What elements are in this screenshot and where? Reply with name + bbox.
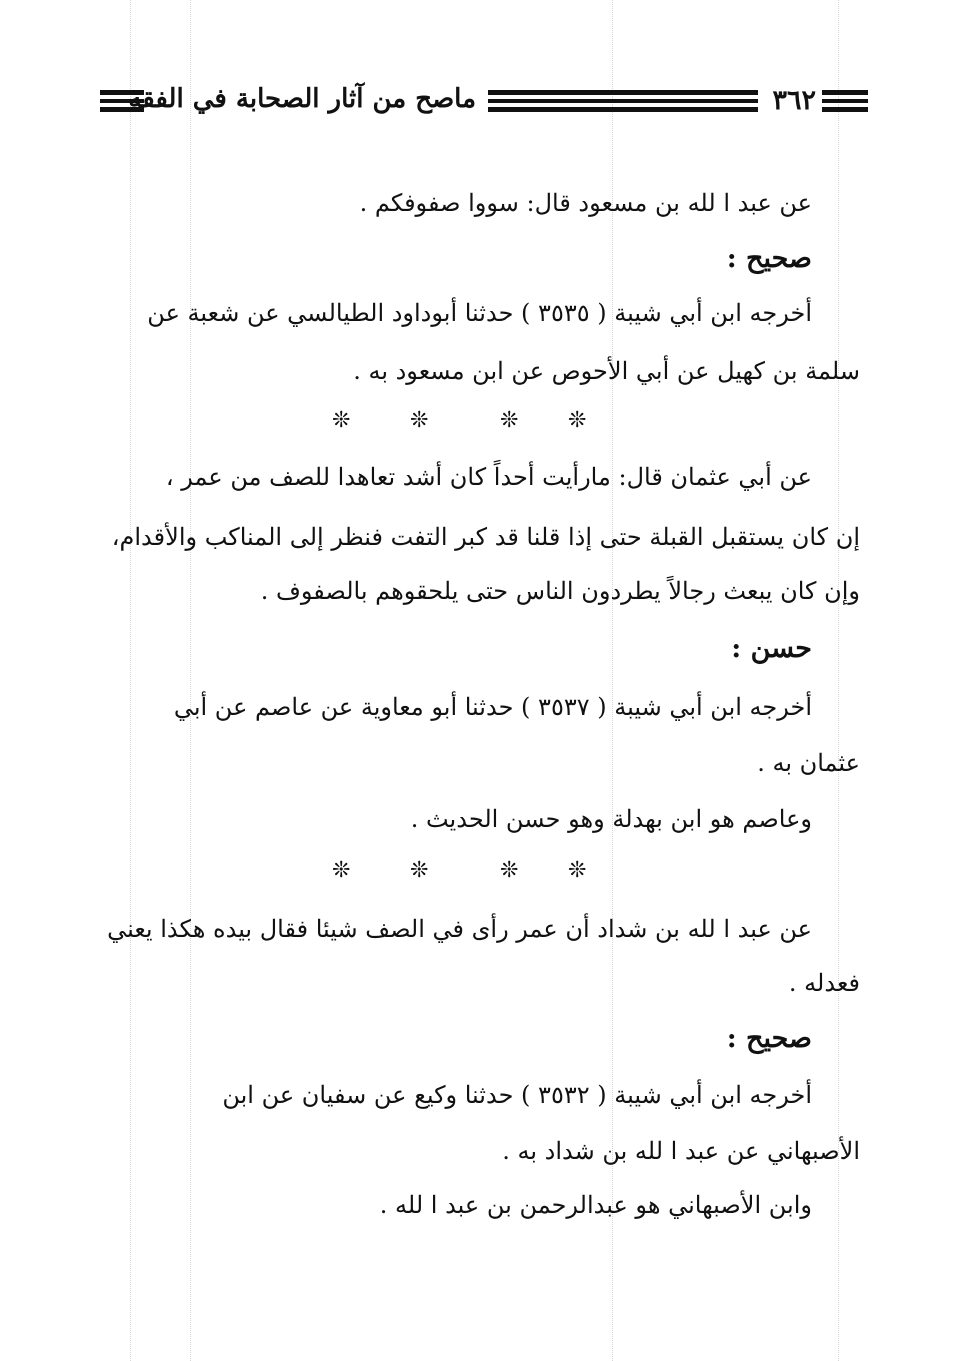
text-line: أخرجه ابن أبي شيبة ( ٣٥٣٧ ) حدثنا أبو معاوية عن عاصم عن أبي: [173, 693, 812, 721]
star-ornament-icon: ❊: [500, 408, 519, 433]
running-header: [100, 80, 868, 126]
star-ornament-icon: ❊: [332, 858, 351, 883]
star-ornament-icon: ❊: [568, 858, 587, 883]
star-ornament-icon: ❊: [410, 858, 429, 883]
header-rule: [488, 107, 758, 112]
header-rule: [822, 90, 868, 95]
text-line: عثمان به .: [757, 749, 860, 777]
star-ornament-icon: ❊: [568, 408, 587, 433]
section-separator: [100, 408, 860, 438]
text-line: أخرجه ابن أبي شيبة ( ٣٥٣٥ ) حدثنا أبوداود الطيالسي عن شعبة عن: [147, 299, 812, 327]
text-line: وابن الأصبهاني هو عبدالرحمن بن عبد ا لله .: [379, 1191, 812, 1219]
page-number: ٣٦٢: [772, 85, 816, 116]
text-line: وعاصم هو ابن بهدلة وهو حسن الحديث .: [410, 805, 812, 833]
text-line: عن أبي عثمان قال: مارأيت أحداً كان أشد تعاهدا للصف من عمر ،: [165, 463, 812, 491]
hadith-grade-heading: صحيح :: [726, 243, 812, 274]
text-line: عن عبد ا لله بن شداد أن عمر رأى في الصف شيئا فقال بيده هكذا يعني: [107, 915, 812, 943]
header-rule: [822, 99, 868, 103]
text-line: الأصبهاني عن عبد ا لله بن شداد به .: [502, 1137, 860, 1165]
header-rule: [488, 90, 758, 95]
section-separator: [100, 858, 860, 888]
text-line: فعدله .: [788, 969, 860, 997]
text-line: وإن كان يبعث رجالاً يطردون الناس حتى يلحقوهم بالصفوف .: [260, 577, 860, 605]
star-ornament-icon: ❊: [500, 858, 519, 883]
hadith-grade-heading: حسن :: [731, 633, 812, 664]
header-rule: [488, 99, 758, 103]
running-title: ماصح من آثار الصحابة في الفقه: [128, 84, 476, 114]
text-line: إن كان يستقبل القبلة حتى إذا قلنا قد كبر التفت فنظر إلى المناكب والأقدام،: [111, 523, 860, 551]
text-line: سلمة بن كهيل عن أبي الأحوص عن ابن مسعود به .: [353, 357, 860, 385]
text-line: عن عبد ا لله بن مسعود قال: سووا صفوفكم .: [359, 189, 812, 217]
star-ornament-icon: ❊: [410, 408, 429, 433]
header-rule: [822, 107, 868, 112]
star-ornament-icon: ❊: [332, 408, 351, 433]
scan-guide-line: [190, 0, 191, 1361]
text-line: أخرجه ابن أبي شيبة ( ٣٥٣٢ ) حدثنا وكيع عن سفيان عن ابن: [222, 1081, 812, 1109]
scan-guide-line: [130, 0, 131, 1361]
hadith-grade-heading: صحيح :: [726, 1023, 812, 1054]
